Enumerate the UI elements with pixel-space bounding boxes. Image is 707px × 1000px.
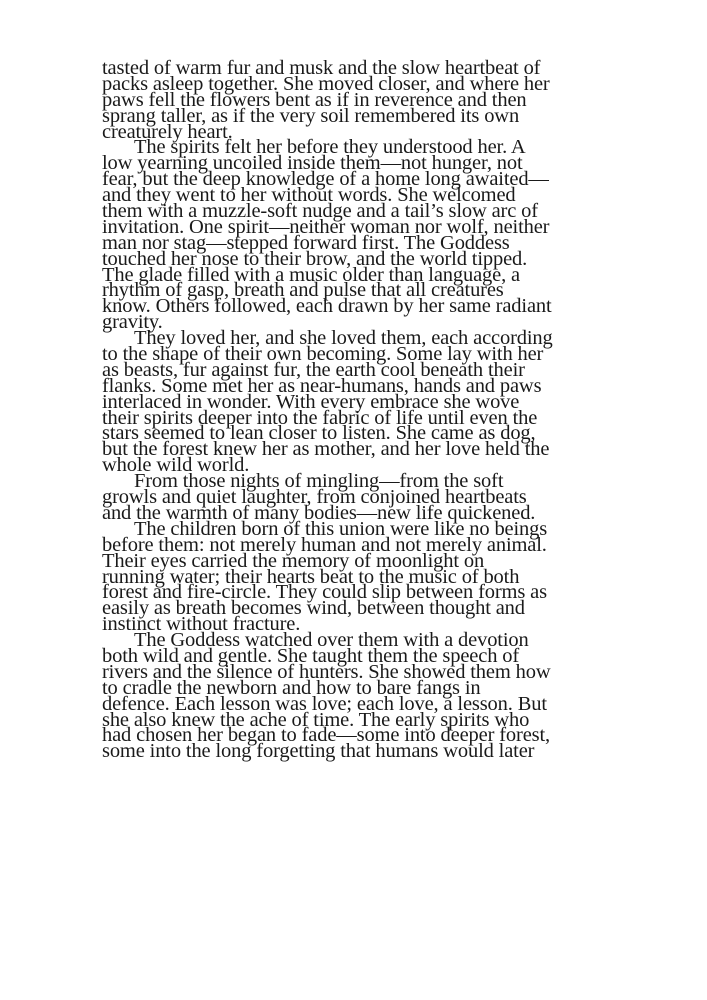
text-line: touched her nose to their brow, and the world tipped.: [102, 247, 528, 270]
text-line: stars seemed to lean closer to listen. She came as dog,: [102, 422, 536, 445]
text-line: sprang taller, as if the very soil remembered its own: [102, 104, 520, 127]
text-line: From those nights of mingling—from the soft: [134, 470, 504, 493]
text-line: packs asleep together. She moved closer, and where her: [102, 72, 550, 95]
text-line: flanks. Some met her as near-humans, hands and paws: [102, 374, 542, 397]
text-line: but the forest knew her as mother, and her love held the: [102, 438, 550, 461]
text-line: gravity.: [102, 311, 163, 334]
text-line: invitation. One spirit—neither woman nor wolf, neither: [102, 215, 550, 238]
text-line: and the warmth of many bodies—new life quickened.: [102, 501, 536, 524]
text-line: forest and fire-circle. They could slip between forms as: [102, 581, 547, 604]
text-line: Their eyes carried the memory of moonlight on: [102, 549, 485, 572]
body-text: [102, 57, 612, 763]
text-line: The glade filled with a music older than language, a: [102, 263, 520, 286]
text-line: man nor stag—stepped forward first. The Goddess: [102, 231, 510, 254]
text-line: paws fell the flowers bent as if in reverence and then: [102, 88, 527, 111]
text-line: whole wild world.: [102, 454, 250, 477]
text-line: had chosen her began to fade—some into deeper forest,: [102, 724, 551, 747]
text-line: They loved her, and she loved them, each according: [134, 327, 553, 350]
text-line: them with a muzzle-soft nudge and a tail’s slow arc of: [102, 200, 538, 223]
text-line: low yearning uncoiled inside them—not hunger, not: [102, 152, 523, 175]
text-line: defence. Each lesson was love; each love, a lesson. But: [102, 692, 547, 715]
text-line: creaturely heart.: [102, 120, 233, 143]
text-line: easily as breath becomes wind, between thought and: [102, 597, 525, 620]
text-line: The Goddess watched over them with a devotion: [134, 629, 529, 652]
text-line: she also knew the ache of time. The early spirits who: [102, 708, 530, 731]
text-line: The children born of this union were like no beings: [134, 517, 548, 540]
text-line: growls and quiet laughter, from conjoined heartbeats: [102, 486, 527, 509]
text-line: rivers and the silence of hunters. She showed them how: [102, 660, 551, 683]
text-line: fear, but the deep knowledge of a home long awaited—: [102, 168, 549, 191]
text-line: The spirits felt her before they understood her. A: [134, 136, 526, 159]
text-line: and they went to her without words. She welcomed: [102, 184, 516, 207]
text-line: as beasts, fur against fur, the earth cool beneath their: [102, 358, 525, 381]
text-line: to the shape of their own becoming. Some lay with her: [102, 343, 544, 366]
text-line: to cradle the newborn and how to bare fangs in: [102, 676, 481, 699]
text-line: tasted of warm fur and musk and the slow heartbeat of: [102, 57, 541, 79]
text-line: running water; their hearts beat to the music of both: [102, 565, 520, 588]
text-line: some into the long forgetting that humans would later: [102, 740, 535, 763]
text-line: their spirits deeper into the fabric of life until even the: [102, 406, 538, 429]
text-line: know. Others followed, each drawn by her same radiant: [102, 295, 552, 318]
text-line: both wild and gentle. She taught them the speech of: [102, 644, 520, 667]
text-line: before them: not merely human and not merely animal.: [102, 533, 547, 556]
text-line: instinct without fracture.: [102, 613, 301, 636]
text-line: rhythm of gasp, breath and pulse that all creatures: [102, 279, 504, 302]
text-line: interlaced in wonder. With every embrace she wove: [102, 390, 520, 413]
